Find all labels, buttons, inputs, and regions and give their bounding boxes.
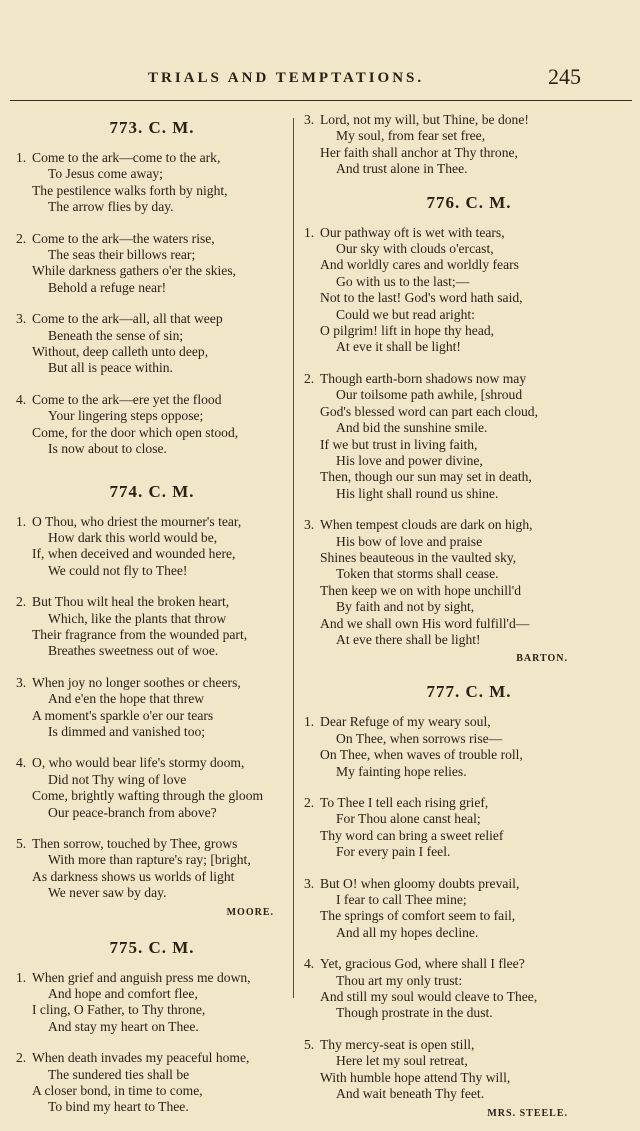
hymn-777-stanza-5	[304, 1037, 634, 1103]
verse-line: Not to the last! God's word hath said,	[320, 290, 523, 306]
verse-line: For Thou alone canst heal;	[336, 811, 481, 827]
stanza-number: 3.	[304, 517, 315, 533]
hymn-777-title: 777. C. M.	[426, 682, 512, 702]
verse-line: Thy word can bring a sweet relief	[320, 827, 504, 843]
stanza-number: 1.	[16, 513, 27, 529]
stanza-number: 2.	[304, 370, 315, 386]
verse-line: His light shall round us shine.	[336, 485, 499, 501]
verse-line: The seas their billows rear;	[48, 247, 196, 263]
verse-line: With humble hope attend Thy will,	[320, 1069, 511, 1085]
verse-line: Your lingering steps oppose;	[48, 408, 204, 424]
verse-line: His love and power divine,	[336, 452, 483, 468]
verse-line: And hope and comfort flee,	[48, 986, 198, 1002]
hymn-777-author: MRS. STEELE.	[487, 1107, 568, 1119]
verse-line	[304, 795, 634, 811]
verse-text: Dear Refuge of my weary soul,	[320, 714, 491, 730]
verse-line: The pestilence walks forth by night,	[32, 182, 228, 198]
verse-line: The sundered ties shall be	[48, 1066, 190, 1082]
verse-line	[16, 392, 288, 408]
running-title: TRIALS AND TEMPTATIONS.	[148, 70, 425, 86]
stanza-number: 4.	[16, 391, 27, 407]
stanza-number: 4.	[304, 956, 315, 972]
verse-line: Is now about to close.	[48, 441, 167, 457]
verse-line	[304, 371, 634, 387]
verse-line: And wait beneath Thy feet.	[336, 1086, 485, 1102]
hymn-774-stanza-5	[16, 836, 288, 902]
column-divider	[293, 118, 294, 998]
stanza-number: 3.	[304, 112, 315, 127]
verse-line	[304, 714, 634, 730]
verse-line: Without, deep calleth unto deep,	[32, 344, 209, 360]
verse-line: Come, for the door which open stood,	[32, 424, 239, 440]
hymn-775-stanza-3	[304, 112, 634, 178]
verse-line	[16, 755, 288, 771]
verse-line	[16, 970, 288, 986]
verse-text: When grief and anguish press me down,	[32, 969, 251, 985]
verse-line: Come, brightly wafting through the gloom	[32, 788, 264, 804]
verse-line: And trust alone in Thee.	[336, 161, 468, 177]
verse-line	[304, 112, 634, 128]
verse-line: A closer bond, in time to come,	[32, 1083, 203, 1099]
verse-text: Come to the ark—the waters rise,	[32, 230, 215, 246]
verse-line: Could we but read aright:	[336, 306, 475, 322]
verse-line: And worldly cares and worldly fears	[320, 257, 519, 273]
verse-line: Go with us to the last;—	[336, 273, 470, 289]
stanza-number: 1.	[304, 714, 315, 730]
verse-text: O, who would bear life's stormy doom,	[32, 755, 245, 771]
verse-line: Then keep we on with hope unchill'd	[320, 582, 522, 598]
stanza-number: 3.	[304, 875, 315, 891]
verse-line	[16, 836, 288, 852]
verse-line: And we shall own His word fulfill'd—	[320, 615, 530, 631]
verse-line: And stay my heart on Thee.	[48, 1018, 199, 1034]
hymn-774-stanza-1	[16, 514, 288, 580]
stanza-number: 4.	[16, 755, 27, 771]
verse-text: Yet, gracious God, where shall I flee?	[320, 956, 525, 972]
verse-text: To Thee I tell each rising grief,	[320, 795, 489, 810]
verse-line	[16, 594, 288, 610]
verse-line: Then, though our sun may set in death,	[320, 469, 532, 485]
hymn-777-stanza-3	[304, 876, 634, 942]
verse-line: A moment's sparkle o'er our tears	[32, 707, 214, 723]
verse-line: We could not fly to Thee!	[48, 562, 188, 578]
verse-line: As darkness shows us worlds of light	[32, 868, 235, 884]
stanza-number: 1.	[304, 224, 315, 240]
stanza-number: 3.	[16, 311, 27, 327]
verse-line: Which, like the plants that throw	[48, 610, 227, 626]
verse-line	[16, 150, 288, 166]
verse-line: The springs of comfort seem to fail,	[320, 908, 516, 924]
verse-line: Our sky with clouds o'ercast,	[336, 241, 494, 257]
verse-text: But Thou wilt heal the broken heart,	[32, 594, 230, 610]
hymn-776-author: BARTON.	[516, 653, 568, 665]
stanza-number: 5.	[304, 1036, 315, 1052]
hymn-774-author: MOORE.	[226, 906, 274, 918]
hymn-777-stanza-1	[304, 714, 634, 780]
hymn-776-stanza-2	[304, 371, 634, 502]
verse-line: To Jesus come away;	[48, 166, 163, 182]
verse-line: On Thee, when sorrows rise—	[336, 730, 503, 746]
hymn-775-title: 775. C. M.	[109, 937, 195, 957]
hymn-776-stanza-3	[304, 517, 634, 648]
verse-text: Then sorrow, touched by Thee, grows	[32, 836, 238, 851]
verse-line	[16, 514, 288, 530]
verse-line: If we but trust in living faith,	[320, 436, 478, 452]
verse-line: I fear to call Thee mine;	[336, 892, 467, 908]
verse-line	[16, 311, 288, 327]
verse-line: Her faith shall anchor at Thy throne,	[320, 144, 518, 160]
verse-line: Our toilsome path awhile, [shroud	[336, 387, 523, 403]
hymn-774-stanza-3	[16, 675, 288, 741]
verse-line: I cling, O Father, to Thy throne,	[32, 1002, 206, 1018]
hymn-776-stanza-1	[304, 225, 634, 356]
page-number: 245	[548, 64, 581, 89]
verse-line: My soul, from fear set free,	[336, 128, 486, 144]
verse-line	[304, 956, 634, 972]
verse-line: How dark this world would be,	[48, 529, 218, 545]
verse-line: To bind my heart to Thee.	[48, 1099, 189, 1115]
right-column	[304, 112, 634, 1131]
verse-line	[16, 1050, 288, 1066]
verse-line: Breathes sweetness out of woe.	[48, 643, 219, 659]
verse-text: When tempest clouds are dark on high,	[320, 517, 533, 533]
stanza-number: 2.	[16, 230, 27, 246]
verse-line: God's blessed word can part each cloud,	[320, 403, 538, 419]
stanza-number: 2.	[16, 1050, 27, 1066]
verse-line: We never saw by day.	[48, 885, 167, 901]
hymn-776-title: 776. C. M.	[426, 192, 512, 212]
verse-line: For every pain I feel.	[336, 844, 451, 860]
hymn-773-stanza-1	[16, 150, 288, 216]
verse-line: Token that storms shall cease.	[336, 566, 499, 582]
verse-text: Thy mercy-seat is open still,	[320, 1036, 475, 1052]
verse-line: Shines beauteous in the vaulted sky,	[320, 549, 517, 565]
stanza-number: 2.	[304, 795, 315, 810]
stanza-number: 5.	[16, 836, 27, 851]
verse-line: At eve there shall be light!	[336, 631, 481, 647]
hymn-774-title: 774. C. M.	[109, 481, 195, 501]
hymn-777-stanza-2	[304, 795, 634, 861]
verse-text: Though earth-born shadows now may	[320, 370, 527, 386]
verse-line: Though prostrate in the dust.	[336, 1005, 493, 1021]
stanza-number: 3.	[16, 674, 27, 690]
hymn-774-stanza-2	[16, 594, 288, 660]
verse-line: Thou art my only trust:	[336, 972, 463, 988]
verse-line: The arrow flies by day.	[48, 199, 174, 215]
hymn-773-title: 773. C. M.	[109, 118, 195, 137]
verse-line	[16, 231, 288, 247]
left-column	[16, 112, 288, 1131]
verse-line	[304, 225, 634, 241]
verse-line: Is dimmed and vanished too;	[48, 723, 206, 739]
verse-line: And e'en the hope that threw	[48, 691, 205, 707]
verse-text: Come to the ark—ere yet the flood	[32, 391, 222, 407]
verse-line: Their fragrance from the wounded part,	[32, 626, 248, 642]
verse-line: And all my hopes decline.	[336, 924, 479, 940]
verse-line	[304, 517, 634, 533]
hymn-773-stanza-4	[16, 392, 288, 458]
verse-text: Come to the ark—come to the ark,	[32, 150, 221, 165]
verse-line	[304, 1037, 634, 1053]
verse-line: Beneath the sense of sin;	[48, 327, 184, 343]
verse-text: Our pathway oft is wet with tears,	[320, 224, 505, 240]
stanza-number: 1.	[16, 969, 27, 985]
header-rule	[10, 100, 632, 101]
hymn-773-stanza-3	[16, 311, 288, 377]
verse-line: His bow of love and praise	[336, 533, 483, 549]
verse-line: With more than rapture's ray; [bright,	[48, 852, 251, 868]
hymn-774-stanza-4	[16, 755, 288, 821]
verse-line: By faith and not by sight,	[336, 599, 475, 615]
verse-line: While darkness gathers o'er the skies,	[32, 263, 237, 279]
stanza-number: 1.	[16, 150, 27, 165]
verse-text: But O! when gloomy doubts prevail,	[320, 875, 520, 891]
verse-text: Lord, not my will, but Thine, be done!	[320, 112, 529, 127]
hymn-775-stanza-1	[16, 970, 288, 1036]
verse-text: When death invades my peaceful home,	[32, 1050, 250, 1066]
verse-text: Come to the ark—all, all that weep	[32, 311, 223, 327]
verse-line: At eve it shall be light!	[336, 339, 461, 355]
hymn-777-stanza-4	[304, 956, 634, 1022]
verse-line: Behold a refuge near!	[48, 279, 167, 295]
hymn-773-stanza-2	[16, 231, 288, 297]
verse-line: Did not Thy wing of love	[48, 771, 187, 787]
verse-line: And bid the sunshine smile.	[336, 420, 488, 436]
verse-line: O pilgrim! lift in hope thy head,	[320, 323, 495, 339]
verse-line: My fainting hope relies.	[336, 763, 467, 779]
verse-line: On Thee, when waves of trouble roll,	[320, 747, 523, 763]
verse-line: Here let my soul retreat,	[336, 1053, 468, 1069]
verse-line: And still my soul would cleave to Thee,	[320, 989, 538, 1005]
verse-text: When joy no longer soothes or cheers,	[32, 674, 241, 690]
verse-line: If, when deceived and wounded here,	[32, 546, 236, 562]
verse-line: But all is peace within.	[48, 360, 173, 376]
verse-line	[304, 876, 634, 892]
hymn-775-stanza-2	[16, 1050, 288, 1116]
verse-line: Our peace-branch from above?	[48, 804, 217, 820]
verse-line	[16, 675, 288, 691]
verse-text: O Thou, who driest the mourner's tear,	[32, 513, 242, 529]
stanza-number: 2.	[16, 594, 27, 610]
